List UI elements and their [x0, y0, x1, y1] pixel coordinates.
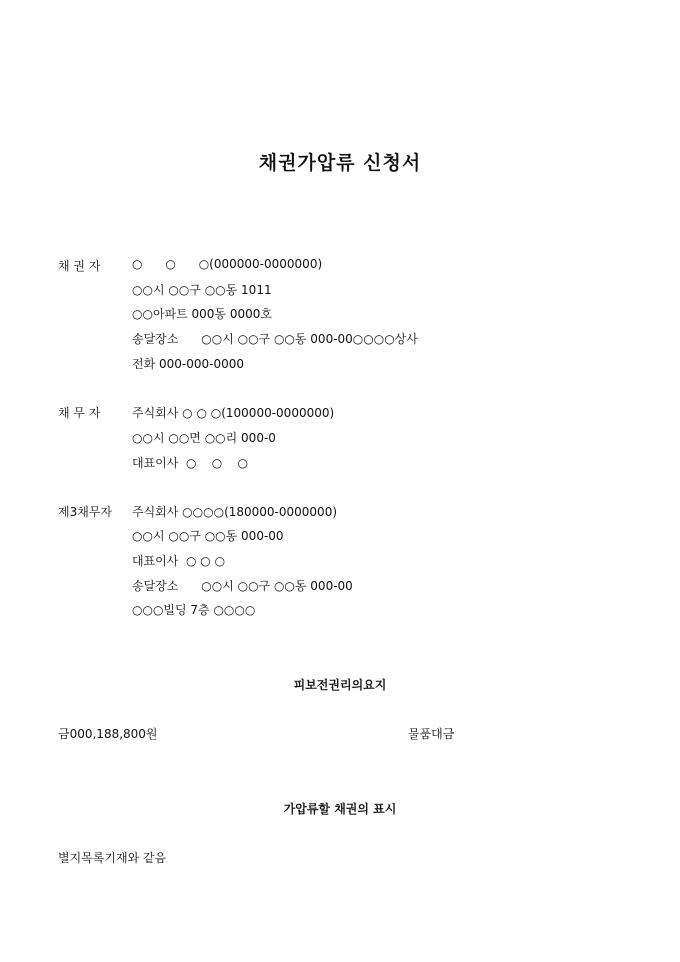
debtor-label: 채 무 자 — [58, 406, 101, 420]
document-title: 채권가압류 신청서 — [258, 152, 422, 174]
creditor-line: 전화 000-000-0000 — [132, 357, 245, 371]
third-debtor-line: 대표이사 ○ ○ ○ — [132, 554, 226, 568]
section-heading-seized-claim: 가압류할 채권의 표시 — [283, 802, 397, 816]
creditor-line: ○○시 ○○구 ○○동 1011 — [132, 283, 272, 297]
debtor-line: 대표이사 ○ ○ ○ — [132, 456, 248, 470]
third-debtor-line: 송달장소 ○○시 ○○구 ○○동 000-00 — [132, 579, 353, 593]
creditor-line: ○ ○ ○(000000-0000000) — [132, 257, 323, 271]
third-debtor-label: 제3채무자 — [58, 505, 113, 519]
third-debtor-line: 주식회사 ○○○○(180000-0000000) — [132, 505, 338, 519]
debtor-line: ○○시 ○○면 ○○리 000-0 — [132, 431, 276, 445]
creditor-label: 채 권 자 — [58, 259, 101, 273]
creditor-line: ○○아파트 000동 0000호 — [132, 307, 272, 321]
third-debtor-line: ○○○빌딩 7층 ○○○○ — [132, 603, 256, 617]
section-heading-protected-right: 피보전권리의요지 — [293, 678, 387, 692]
claim-description: 물품대금 — [408, 727, 455, 741]
debtor-line: 주식회사 ○ ○ ○(100000-0000000) — [132, 406, 335, 420]
claim-amount: 금000,188,800원 — [58, 727, 158, 741]
third-debtor-line: ○○시 ○○구 ○○동 000-00 — [132, 529, 284, 543]
seized-claim-body: 별지목록기재와 같음 — [58, 851, 167, 865]
creditor-line: 송달장소 ○○시 ○○구 ○○동 000-00○○○○상사 — [132, 332, 418, 346]
